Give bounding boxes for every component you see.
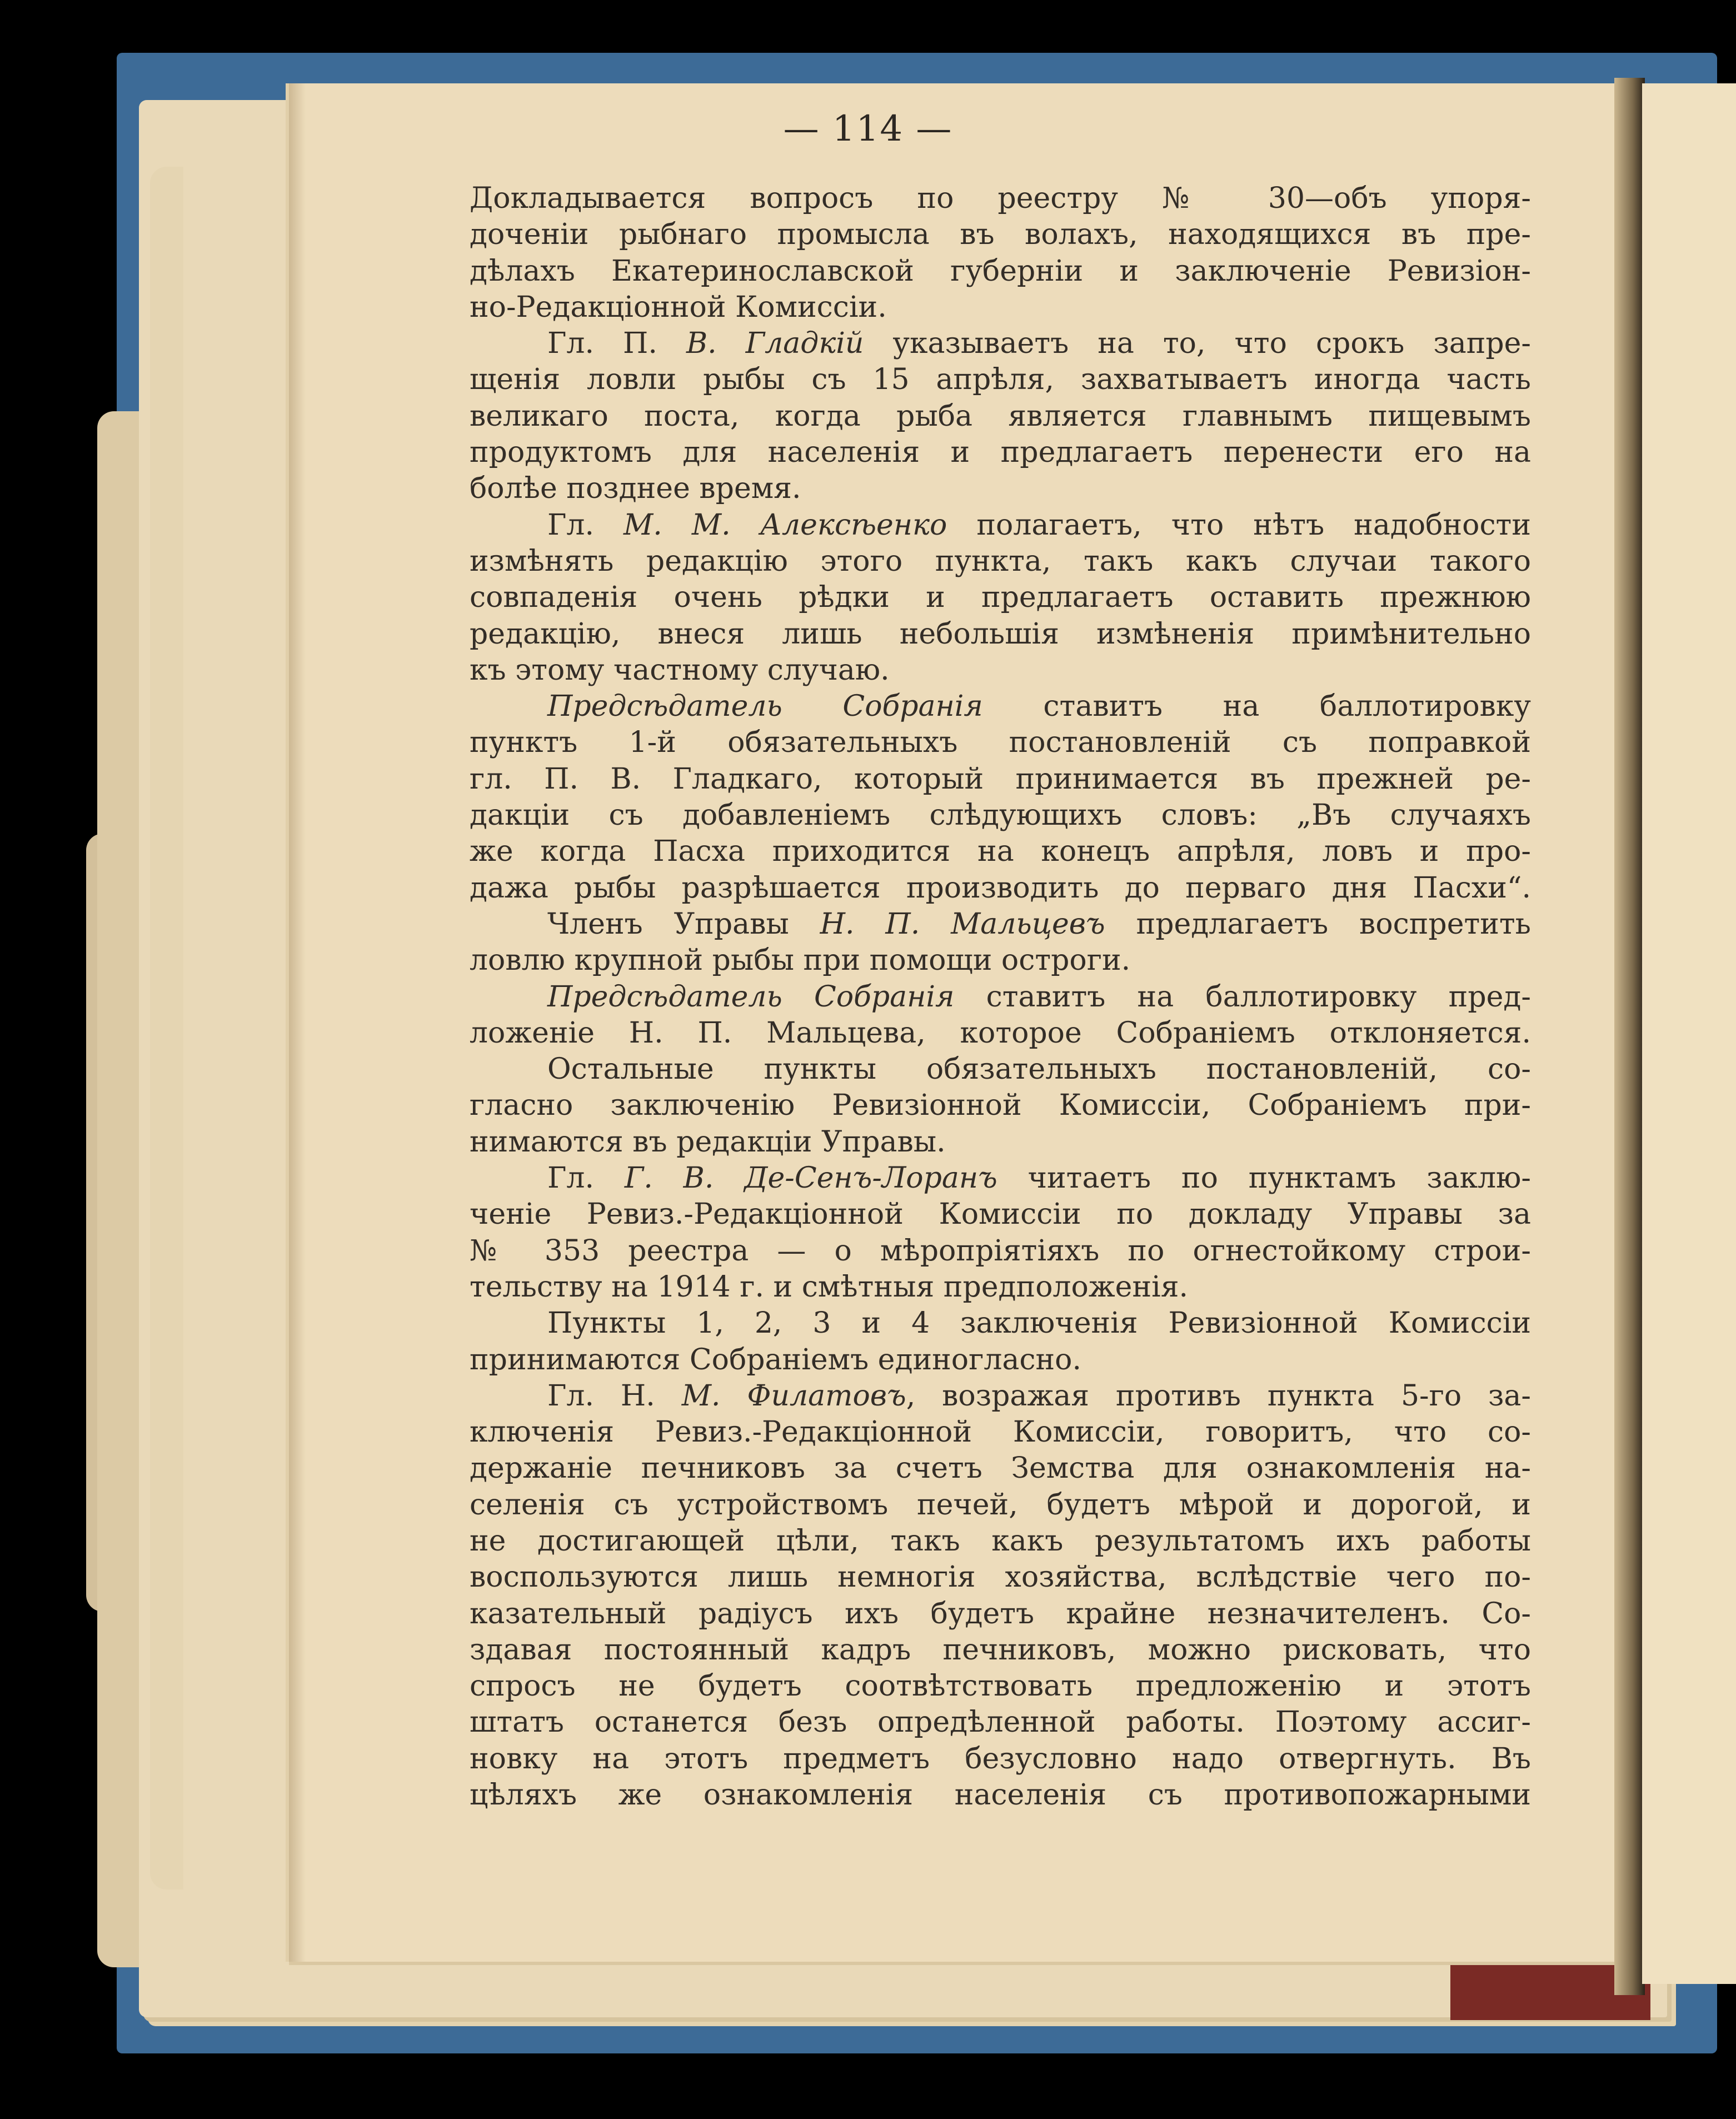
text-line [470, 906, 1531, 943]
text-run: тельству на 1914 г. и смѣтныя предположенія. [470, 1270, 1189, 1304]
text-run: ключенія Ревиз.-Редакціонной Комиссіи, говоритъ, что со- [470, 1415, 1531, 1449]
page-shadow [289, 83, 306, 1962]
text-line [470, 1450, 1531, 1487]
text-run: дакціи съ добавленіемъ слѣдующихъ словъ: „Въ случаяхъ [470, 799, 1531, 832]
text-line [470, 1233, 1531, 1269]
italic-name: М. М. Алексѣенко [623, 508, 947, 542]
text-line [470, 398, 1531, 435]
text-run: ставитъ на баллотировку пред- [954, 980, 1531, 1014]
text-run: гл. П. В. Гладкаго, который принимается въ прежней ре- [470, 762, 1531, 796]
text-line [470, 1305, 1531, 1342]
text-line [470, 979, 1531, 1015]
text-run: редакцію, внеся лишь небольшія измѣненія примѣнительно [470, 617, 1531, 651]
text-run: къ этому частному случаю. [470, 653, 890, 687]
text-run: казательный радіусъ ихъ будетъ крайне незначителенъ. Со- [470, 1597, 1531, 1631]
text-line [470, 689, 1531, 725]
text-line [470, 326, 1531, 362]
text-line [470, 362, 1531, 398]
text-line [470, 290, 1531, 326]
italic-name: В. Гладкій [686, 327, 864, 361]
text-line [470, 507, 1531, 544]
text-line [470, 1015, 1531, 1051]
page-body-text [470, 181, 1531, 1813]
text-run: ложеніе Н. П. Мальцева, которое Собраніемъ отклоняется. [470, 1016, 1531, 1050]
text-run: , возражая противъ пункта 5-го за- [906, 1379, 1531, 1413]
text-run: здавая постоянный кадръ печниковъ, можно рисковать, что [470, 1633, 1531, 1667]
text-run: Гл. [547, 508, 624, 542]
text-line [470, 1632, 1531, 1668]
text-run: но-Редакціонной Комиссіи. [470, 290, 887, 324]
italic-name: Предсѣдатель Собранія [547, 980, 955, 1014]
text-run: читаетъ по пунктамъ заклю- [997, 1161, 1531, 1195]
text-line [470, 1487, 1531, 1523]
text-line [470, 217, 1531, 253]
text-line [470, 1051, 1531, 1088]
text-line [470, 1124, 1531, 1160]
text-run: ловлю крупной рыбы при помощи остроги. [470, 944, 1131, 978]
text-run: Гл. П. [547, 327, 686, 361]
text-run: воспользуются лишь немногія хозяйства, вслѣдствіе чего по- [470, 1560, 1531, 1594]
text-run: Докладывается вопросъ по реестру № 30—объ упоря- [470, 182, 1531, 215]
text-run: же когда Пасха приходится на конецъ апрѣля, ловъ и про- [470, 835, 1531, 869]
text-run: спросъ не будетъ соотвѣтствовать предложенію и этотъ [470, 1669, 1531, 1703]
text-run: новку на этотъ предметъ безусловно надо отвергнуть. Въ [470, 1742, 1531, 1776]
text-run: доченіи рыбнаго промысла въ волахъ, находящихся въ пре- [470, 218, 1531, 252]
text-line [470, 1704, 1531, 1741]
text-line [470, 1160, 1531, 1196]
text-run: продуктомъ для населенія и предлагаетъ перенести его на [470, 436, 1531, 470]
text-run: № 353 реестра — о мѣропріятіяхъ по огнестойкому строи- [470, 1234, 1531, 1268]
text-run: предлагаетъ воспретить [1105, 907, 1531, 941]
text-run: измѣнять редакцію этого пункта, такъ какъ случаи такого [470, 544, 1531, 578]
text-line [470, 834, 1531, 870]
text-line [470, 544, 1531, 580]
text-line [470, 471, 1531, 507]
text-run: дѣлахъ Екатеринославской губерніи и заключеніе Ревизіон- [470, 254, 1531, 288]
text-run: селенія съ устройствомъ печей, будетъ мѣрой и дорогой, и [470, 1488, 1531, 1522]
text-run: болѣе позднее время. [470, 472, 801, 506]
text-line [470, 435, 1531, 471]
text-run: ставитъ на баллотировку [982, 690, 1531, 724]
text-run: дажа рыбы разрѣшается производить до перваго дня Пасхи“. [470, 871, 1531, 905]
text-run: Пункты 1, 2, 3 и 4 заключенія Ревизіонной Комиссіи [547, 1307, 1531, 1340]
text-line [470, 870, 1531, 906]
text-line [470, 725, 1531, 761]
text-run: щенія ловли рыбы съ 15 апрѣля, захватываетъ иногда часть [470, 363, 1531, 397]
text-run: пунктъ 1-й обязательныхъ постановленій съ поправкой [470, 726, 1531, 760]
text-run: не достигающей цѣли, такъ какъ результатомъ ихъ работы [470, 1524, 1531, 1558]
italic-name: М. Филатовъ [681, 1379, 906, 1413]
text-line [470, 1596, 1531, 1632]
text-line [470, 761, 1531, 797]
text-run: держаніе печниковъ за счетъ Земства для ознакомленія на- [470, 1452, 1531, 1485]
text-line [470, 181, 1531, 217]
italic-name: Н. П. Мальцевъ [820, 907, 1105, 941]
text-run: Гл. [547, 1161, 625, 1195]
text-line [470, 943, 1531, 979]
text-run: полагаетъ, что нѣтъ надобности [947, 508, 1531, 542]
text-line [470, 1668, 1531, 1704]
book-gutter [1614, 78, 1645, 1995]
text-line [470, 1269, 1531, 1305]
facing-page [1642, 83, 1736, 1984]
text-run: Остальные пункты обязательныхъ постановленій, со- [547, 1053, 1531, 1086]
text-run: принимаются Собраніемъ единогласно. [470, 1343, 1081, 1377]
text-line [470, 797, 1531, 834]
italic-name: Г. В. Де-Сенъ-Лоранъ [624, 1161, 997, 1195]
text-line [470, 616, 1531, 652]
text-line [470, 1523, 1531, 1559]
text-run: ченіе Ревиз.-Редакціонной Комиссіи по докладу Управы за [470, 1198, 1531, 1231]
text-run: штатъ останется безъ опредѣленной работы. Поэтому ассиг- [470, 1706, 1531, 1739]
text-line [470, 1741, 1531, 1777]
text-line [470, 1088, 1531, 1124]
text-line [470, 652, 1531, 689]
text-line [470, 1342, 1531, 1378]
text-run: Гл. Н. [547, 1379, 682, 1413]
text-run: великаго поста, когда рыба является главнымъ пищевымъ [470, 399, 1531, 433]
text-line [470, 253, 1531, 290]
text-run: нимаются въ редакціи Управы. [470, 1125, 946, 1159]
text-line [470, 1777, 1531, 1813]
text-run: цѣляхъ же ознакомленія населенія съ противопожарными [470, 1778, 1531, 1812]
italic-name: Предсѣдатель Собранія [547, 690, 983, 724]
text-line [470, 1559, 1531, 1596]
text-run: указываетъ на то, что срокъ запре- [864, 327, 1531, 361]
text-line [470, 1196, 1531, 1233]
text-run: гласно заключенію Ревизіонной Комиссіи, Собраніемъ при- [470, 1089, 1531, 1123]
text-line [470, 1414, 1531, 1450]
text-line [470, 1378, 1531, 1414]
text-run: Членъ Управы [547, 907, 820, 941]
text-run: совпаденія очень рѣдки и предлагаетъ оставить прежнюю [470, 581, 1531, 615]
page-number: — 114 — [783, 108, 953, 149]
page-stack-edge [150, 167, 183, 1889]
text-line [470, 580, 1531, 616]
